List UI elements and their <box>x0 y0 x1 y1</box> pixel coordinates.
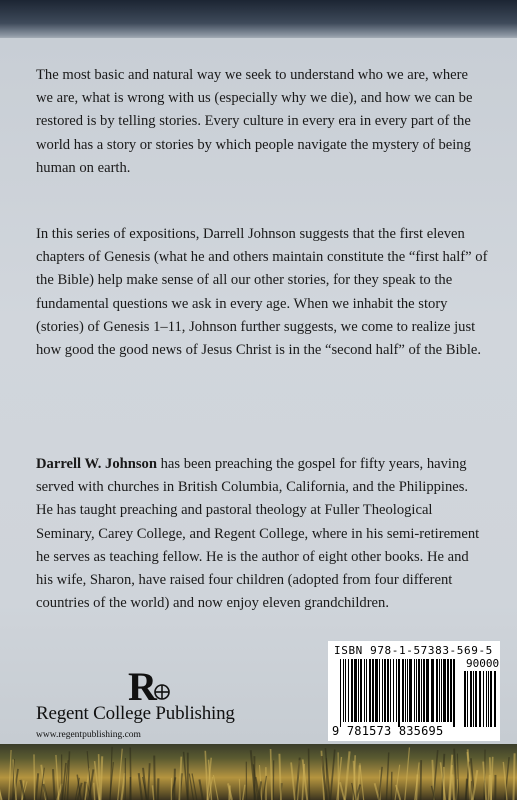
grass-blade <box>174 769 175 800</box>
wheat-field-strip <box>0 744 517 800</box>
barcode-bar <box>387 659 389 722</box>
grass-blade <box>330 750 334 800</box>
grass-blade <box>99 754 100 800</box>
grass-blade <box>154 755 155 800</box>
top-sky-strip <box>0 0 517 42</box>
grass-blade <box>271 749 272 800</box>
grass-blade <box>421 760 422 800</box>
grass-silhouette <box>0 744 517 800</box>
publisher-name: Regent College Publishing <box>36 703 235 724</box>
addon-bar <box>473 671 474 727</box>
barcode-bar <box>409 659 412 722</box>
addon-digits: 90000 <box>466 657 500 670</box>
isbn-label: ISBN 978-1-57383-569-5 <box>334 644 493 657</box>
barcode-bar <box>393 659 394 722</box>
grass-blade <box>239 779 240 800</box>
grass-blade <box>9 750 11 800</box>
grass-blade <box>121 773 124 800</box>
barcode-bar <box>351 659 353 722</box>
barcode-bar <box>354 659 357 722</box>
grass-blade <box>491 757 493 800</box>
barcode-bar <box>407 659 408 722</box>
grass-blade <box>405 747 410 800</box>
barcode-bar <box>366 659 367 722</box>
grass-blade <box>433 750 437 800</box>
author-bio-text: has been preaching the gospel for fifty years, having served with churches in British Columbia, California, and the Philippines. He has taught preaching and pastoral theology at Fuller Theological Seminary, Carey College, and Regent College, where in his semi-retirement he serves as teaching fellow. He is the author of eight other books. He and his wife, Sharon, have raised four children (adopted from four different countries of the world) and now enjoy eleven grandchildren. <box>36 456 480 612</box>
barcode-bar <box>431 659 434 722</box>
grass-blade <box>36 773 38 800</box>
grass-blade <box>100 756 102 800</box>
regent-r-cross-logo-icon <box>126 662 172 706</box>
addon-bar <box>486 671 487 727</box>
grass-blade <box>199 779 202 800</box>
publisher-website: www.regentpublishing.com <box>36 730 141 740</box>
grass-blade <box>53 769 55 800</box>
barcode-bar <box>348 659 349 722</box>
barcode-bar <box>414 659 415 722</box>
author-bio <box>36 453 488 615</box>
barcode-bar <box>453 659 455 727</box>
barcode-bar <box>447 659 449 722</box>
barcode-bar <box>345 659 346 722</box>
barcode-bar <box>443 659 446 722</box>
isbn-barcode <box>328 641 500 741</box>
barcode-bar <box>369 659 371 722</box>
barcode-bar <box>441 659 442 722</box>
barcode-bar <box>396 659 397 722</box>
addon-bar <box>494 671 496 727</box>
grass-blade <box>148 763 150 800</box>
barcode-bar <box>450 659 452 722</box>
ean-digits: 9 781573 835695 <box>332 724 444 738</box>
barcode-bar <box>375 659 378 722</box>
barcode-bar <box>358 659 359 722</box>
barcode-bar <box>423 659 425 722</box>
grass-blade <box>213 775 218 800</box>
grass-blade <box>391 772 392 800</box>
grass-blade <box>291 762 295 800</box>
grass-blade <box>513 753 514 800</box>
grass-blade <box>130 777 131 800</box>
barcode-bar <box>398 659 400 727</box>
barcode-bar <box>416 659 417 722</box>
addon-bar <box>475 671 477 727</box>
barcode-bar <box>421 659 422 722</box>
addon-bar <box>490 671 492 727</box>
grass-blade <box>0 772 1 800</box>
grass-blade <box>489 775 490 800</box>
addon-bar <box>467 671 468 727</box>
grass-blade <box>452 774 454 800</box>
description-paragraph-2: In this series of expositions, Darrell Johnson suggests that the first eleven chapters of Genesis (what he and others maintain constitute the “first half” of the Bible) help make sense of all our other stories, for they speak to the fundamental questions we ask in every age. When we inhabit the story (stories) of Genesis 1–11, Johnson further suggests, we come to realize just how good the good news of Jesus Christ is in the “second half” of the Bible. <box>36 226 488 359</box>
barcode-bar <box>384 659 386 722</box>
barcode-bar <box>390 659 391 722</box>
barcode-bar <box>439 659 440 722</box>
barcode-bar <box>436 659 438 722</box>
grass-blade <box>94 783 95 800</box>
barcode-bar <box>426 659 429 722</box>
barcode-bar <box>343 659 344 722</box>
barcode-bar <box>364 659 365 722</box>
svg-text:R: R <box>128 664 157 706</box>
grass-blade <box>158 778 159 800</box>
description-paragraph-1: The most basic and natural way we seek to understand who we are, where we are, what is wrong with us (especially why we die), and how we can be restored is by telling stories. Every culture in every era in every part of the world has a story or stories by which people navigate the mystery of being human on earth. <box>36 67 473 176</box>
addon-bar <box>464 671 466 727</box>
grass-blade <box>457 754 458 800</box>
addon-bar <box>483 671 484 727</box>
addon-bar <box>470 671 472 727</box>
grass-blade <box>340 782 344 800</box>
grass-blade <box>309 749 310 800</box>
grass-blade <box>454 749 457 800</box>
grass-blade <box>56 755 59 800</box>
grass-blade <box>360 763 364 800</box>
barcode-bar <box>360 659 362 722</box>
barcode-bar <box>379 659 380 722</box>
barcode-bar <box>340 659 341 727</box>
barcode-bar <box>418 659 420 722</box>
publisher-logo <box>36 660 266 740</box>
barcode-bar <box>402 659 404 722</box>
grass-blade <box>68 751 70 800</box>
barcode-bar <box>372 659 374 722</box>
grass-blade <box>243 785 245 800</box>
grass-blade <box>416 774 417 800</box>
addon-bar <box>479 671 481 727</box>
grass-blade <box>345 751 350 800</box>
barcode-bar <box>382 659 383 722</box>
grass-blade <box>466 779 467 800</box>
grass-blade <box>34 754 35 800</box>
grass-blade <box>139 773 142 800</box>
author-name: Darrell W. Johnson <box>36 456 157 472</box>
barcode-bar <box>405 659 406 722</box>
grass-blade <box>386 752 388 800</box>
grass-blade <box>302 764 304 800</box>
addon-bar <box>488 671 489 727</box>
